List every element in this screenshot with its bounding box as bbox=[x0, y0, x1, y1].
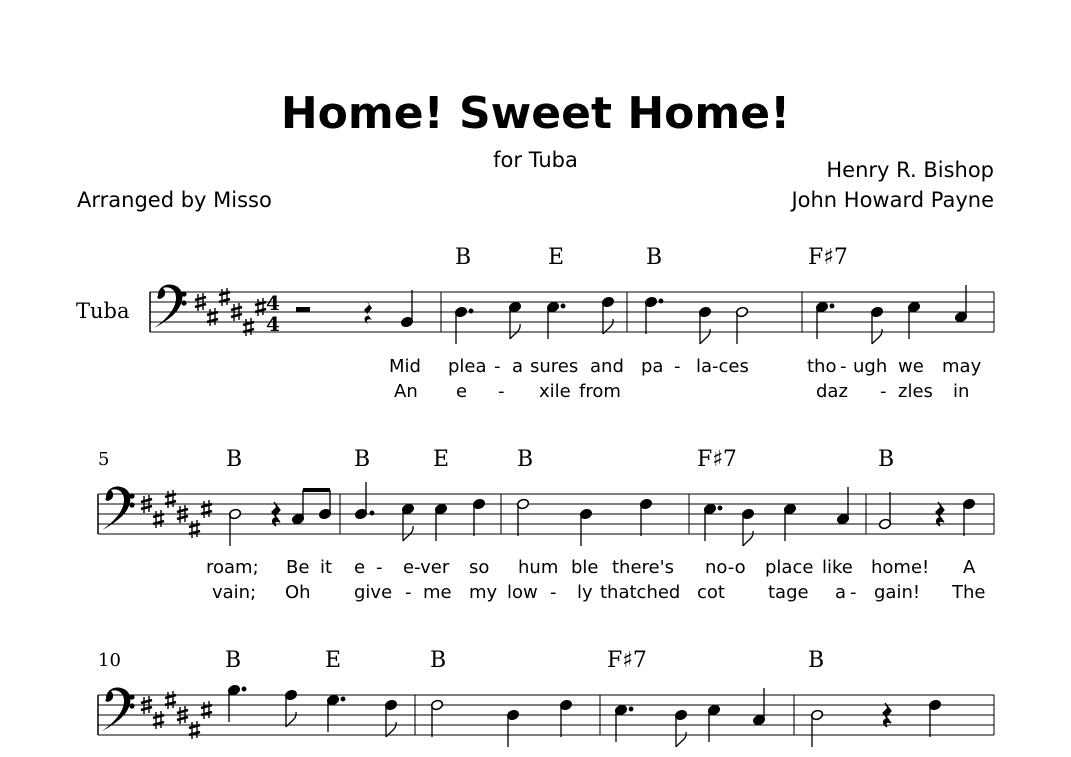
svg-text:-: - bbox=[405, 582, 412, 603]
svg-text:a: a bbox=[835, 582, 847, 603]
svg-text:no-o: no-o bbox=[705, 557, 746, 578]
notes-system-3 bbox=[227, 684, 941, 747]
svg-text:A: A bbox=[963, 557, 976, 578]
svg-text:vain;: vain; bbox=[212, 582, 257, 603]
svg-text:B: B bbox=[517, 447, 534, 472]
svg-text:from: from bbox=[579, 381, 621, 402]
notes-system-1 bbox=[400, 285, 967, 344]
svg-text:in: in bbox=[953, 381, 970, 402]
measure-number: 5 bbox=[98, 449, 110, 470]
svg-text:and: and bbox=[590, 356, 624, 377]
svg-text:-: - bbox=[850, 582, 857, 603]
svg-text:B: B bbox=[455, 245, 472, 270]
svg-text:pa: pa bbox=[641, 356, 664, 377]
svg-text:B: B bbox=[646, 245, 663, 270]
svg-text:4: 4 bbox=[266, 312, 280, 336]
svg-text:-: - bbox=[880, 381, 887, 402]
half-rest bbox=[296, 307, 310, 312]
svg-text:F♯7: F♯7 bbox=[697, 447, 737, 472]
svg-text:-: - bbox=[376, 557, 383, 578]
svg-text:B: B bbox=[354, 447, 371, 472]
svg-text:F♯7: F♯7 bbox=[808, 245, 848, 270]
bass-clef-icon bbox=[102, 687, 135, 731]
svg-text:The: The bbox=[952, 582, 986, 603]
chord-symbols bbox=[225, 648, 824, 673]
svg-text:ugh: ugh bbox=[853, 356, 888, 377]
svg-text:B: B bbox=[878, 447, 895, 472]
bass-clef-icon bbox=[102, 486, 135, 530]
svg-text:F♯7: F♯7 bbox=[607, 648, 647, 673]
score-title: Home! Sweet Home! bbox=[280, 88, 791, 139]
svg-text:it: it bbox=[320, 557, 333, 578]
time-signature bbox=[266, 291, 280, 336]
svg-text:tho: tho bbox=[807, 356, 837, 377]
svg-text:zles: zles bbox=[898, 381, 933, 402]
svg-text:e: e bbox=[354, 557, 366, 578]
svg-text:ble: ble bbox=[571, 557, 599, 578]
chord-symbols bbox=[226, 447, 894, 472]
svg-text:e: e bbox=[456, 381, 468, 402]
svg-text:like: like bbox=[822, 557, 853, 578]
svg-text:-: - bbox=[550, 582, 557, 603]
svg-text:-: - bbox=[498, 381, 505, 402]
svg-text:Be: Be bbox=[286, 557, 310, 578]
svg-text:la-ces: la-ces bbox=[696, 356, 749, 377]
svg-text:me: me bbox=[423, 582, 452, 603]
instrument-label: Tuba bbox=[76, 299, 130, 323]
svg-text:E: E bbox=[433, 447, 450, 472]
svg-text:cot: cot bbox=[697, 582, 725, 603]
svg-text:roam;: roam; bbox=[206, 557, 259, 578]
svg-text:B: B bbox=[430, 648, 447, 673]
lyrics-verse-1 bbox=[206, 557, 976, 578]
svg-text:-: - bbox=[674, 356, 681, 377]
score-subtitle: for Tuba bbox=[493, 148, 578, 172]
svg-text:hum: hum bbox=[518, 557, 559, 578]
svg-text:E: E bbox=[325, 648, 342, 673]
svg-text:B: B bbox=[226, 447, 243, 472]
system-2 bbox=[98, 447, 994, 603]
svg-text:place: place bbox=[765, 557, 814, 578]
svg-text:Mid: Mid bbox=[389, 356, 421, 377]
composer: Henry R. Bishop bbox=[826, 158, 994, 182]
svg-text:B: B bbox=[808, 648, 825, 673]
svg-text:there's: there's bbox=[612, 557, 674, 578]
svg-text:sures: sures bbox=[530, 356, 579, 377]
svg-text:home!: home! bbox=[871, 557, 930, 578]
lyricist: John Howard Payne bbox=[791, 188, 994, 212]
svg-text:my: my bbox=[469, 582, 498, 603]
svg-text:gain!: gain! bbox=[874, 582, 921, 603]
system-3 bbox=[98, 648, 994, 747]
svg-text:daz: daz bbox=[816, 381, 848, 402]
svg-text:we: we bbox=[898, 356, 924, 377]
svg-text:Oh: Oh bbox=[285, 582, 311, 603]
bass-clef-icon bbox=[154, 284, 187, 328]
arranger: Arranged by Misso bbox=[77, 188, 272, 212]
svg-text:so: so bbox=[469, 557, 490, 578]
lyrics-verse-2 bbox=[394, 381, 969, 402]
svg-text:xile: xile bbox=[539, 381, 571, 402]
svg-text:thatched: thatched bbox=[600, 582, 681, 603]
svg-text:4: 4 bbox=[266, 291, 280, 315]
svg-text:tage: tage bbox=[768, 582, 809, 603]
svg-text:-: - bbox=[494, 356, 501, 377]
measure-number: 10 bbox=[98, 650, 121, 671]
lyrics-verse-2 bbox=[212, 582, 985, 603]
svg-text:may: may bbox=[942, 356, 982, 377]
svg-text:B: B bbox=[225, 648, 242, 673]
svg-text:low: low bbox=[507, 582, 538, 603]
svg-text:a: a bbox=[512, 356, 524, 377]
system-1 bbox=[76, 245, 994, 402]
lyrics-verse-1 bbox=[389, 356, 982, 377]
chord-symbols bbox=[455, 245, 848, 270]
svg-text:plea: plea bbox=[448, 356, 487, 377]
svg-text:-: - bbox=[840, 356, 847, 377]
svg-text:An: An bbox=[394, 381, 418, 402]
svg-text:give: give bbox=[354, 582, 393, 603]
svg-text:e-ver: e-ver bbox=[403, 557, 450, 578]
svg-text:E: E bbox=[548, 245, 565, 270]
svg-text:ly: ly bbox=[577, 582, 593, 603]
